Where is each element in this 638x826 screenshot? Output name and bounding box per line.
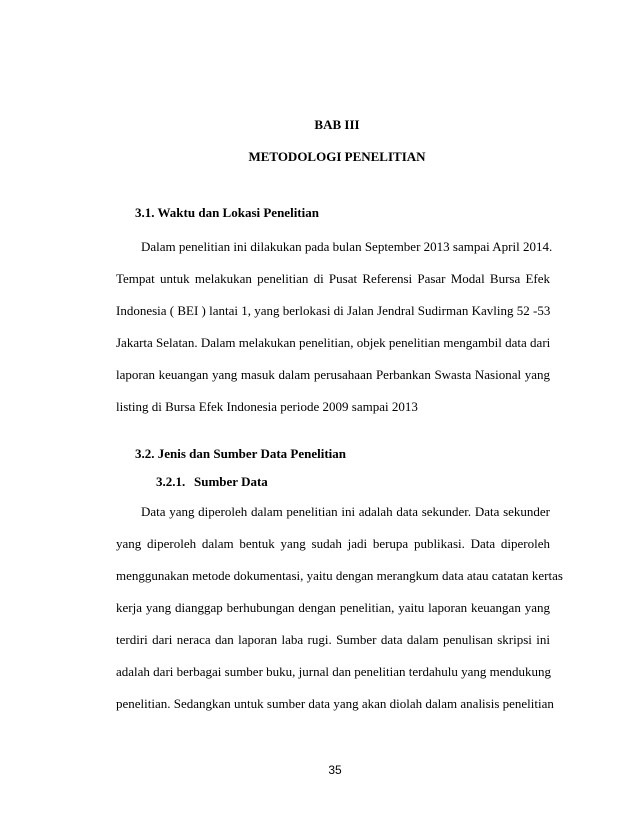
paragraph-line: yang diperoleh dalam bentuk yang sudah jadi berupa publikasi. Data diperoleh: [116, 536, 550, 551]
paragraph-line: terdiri dari neraca dan laporan laba rugi. Sumber data dalam penulisan skripsi ini: [116, 632, 550, 647]
paragraph-line: Jakarta Selatan. Dalam melakukan penelitian, objek penelitian mengambil data dari: [116, 335, 551, 350]
subsection-heading-3-2-1: [156, 474, 268, 490]
paragraph-line: laporan keuangan yang masuk dalam perusahaan Perbankan Swasta Nasional yang: [116, 367, 550, 382]
paragraph-line: adalah dari berbagai sumber buku, jurnal dan penelitian terdahulu yang mendukung: [116, 664, 551, 679]
paragraph-line: Data yang diperoleh dalam penelitian ini adalah data sekunder. Data sekunder: [141, 504, 550, 519]
paragraph-line: penelitian. Sedangkan untuk sumber data yang akan diolah dalam analisis penelitian: [116, 696, 554, 711]
subsection-title: Sumber Data: [194, 474, 268, 489]
paragraph-line: Indonesia ( BEI ) lantai 1, yang berlokasi di Jalan Jendral Sudirman Kavling 52 -53: [116, 303, 551, 318]
page-number: 35: [328, 763, 342, 777]
paragraph-line: Tempat untuk melakukan penelitian di Pusat Referensi Pasar Modal Bursa Efek: [116, 271, 550, 286]
chapter-title: METODOLOGI PENELITIAN: [248, 149, 426, 164]
paragraph-line: menggunakan metode dokumentasi, yaitu dengan merangkum data atau catatan kertas: [116, 568, 563, 583]
section-heading-3-2: 3.2. Jenis dan Sumber Data Penelitian: [135, 446, 347, 461]
chapter-label: BAB III: [314, 117, 360, 132]
paragraph-line: kerja yang dianggap berhubungan dengan penelitian, yaitu laporan keuangan yang: [116, 600, 550, 615]
paragraph-line: listing di Bursa Efek Indonesia periode 2009 sampai 2013: [116, 399, 418, 414]
subsection-number: 3.2.1.: [156, 474, 186, 489]
paragraph-line: Dalam penelitian ini dilakukan pada bulan September 2013 sampai April 2014.: [141, 239, 553, 254]
section-heading-3-1: 3.1. Waktu dan Lokasi Penelitian: [135, 205, 319, 220]
